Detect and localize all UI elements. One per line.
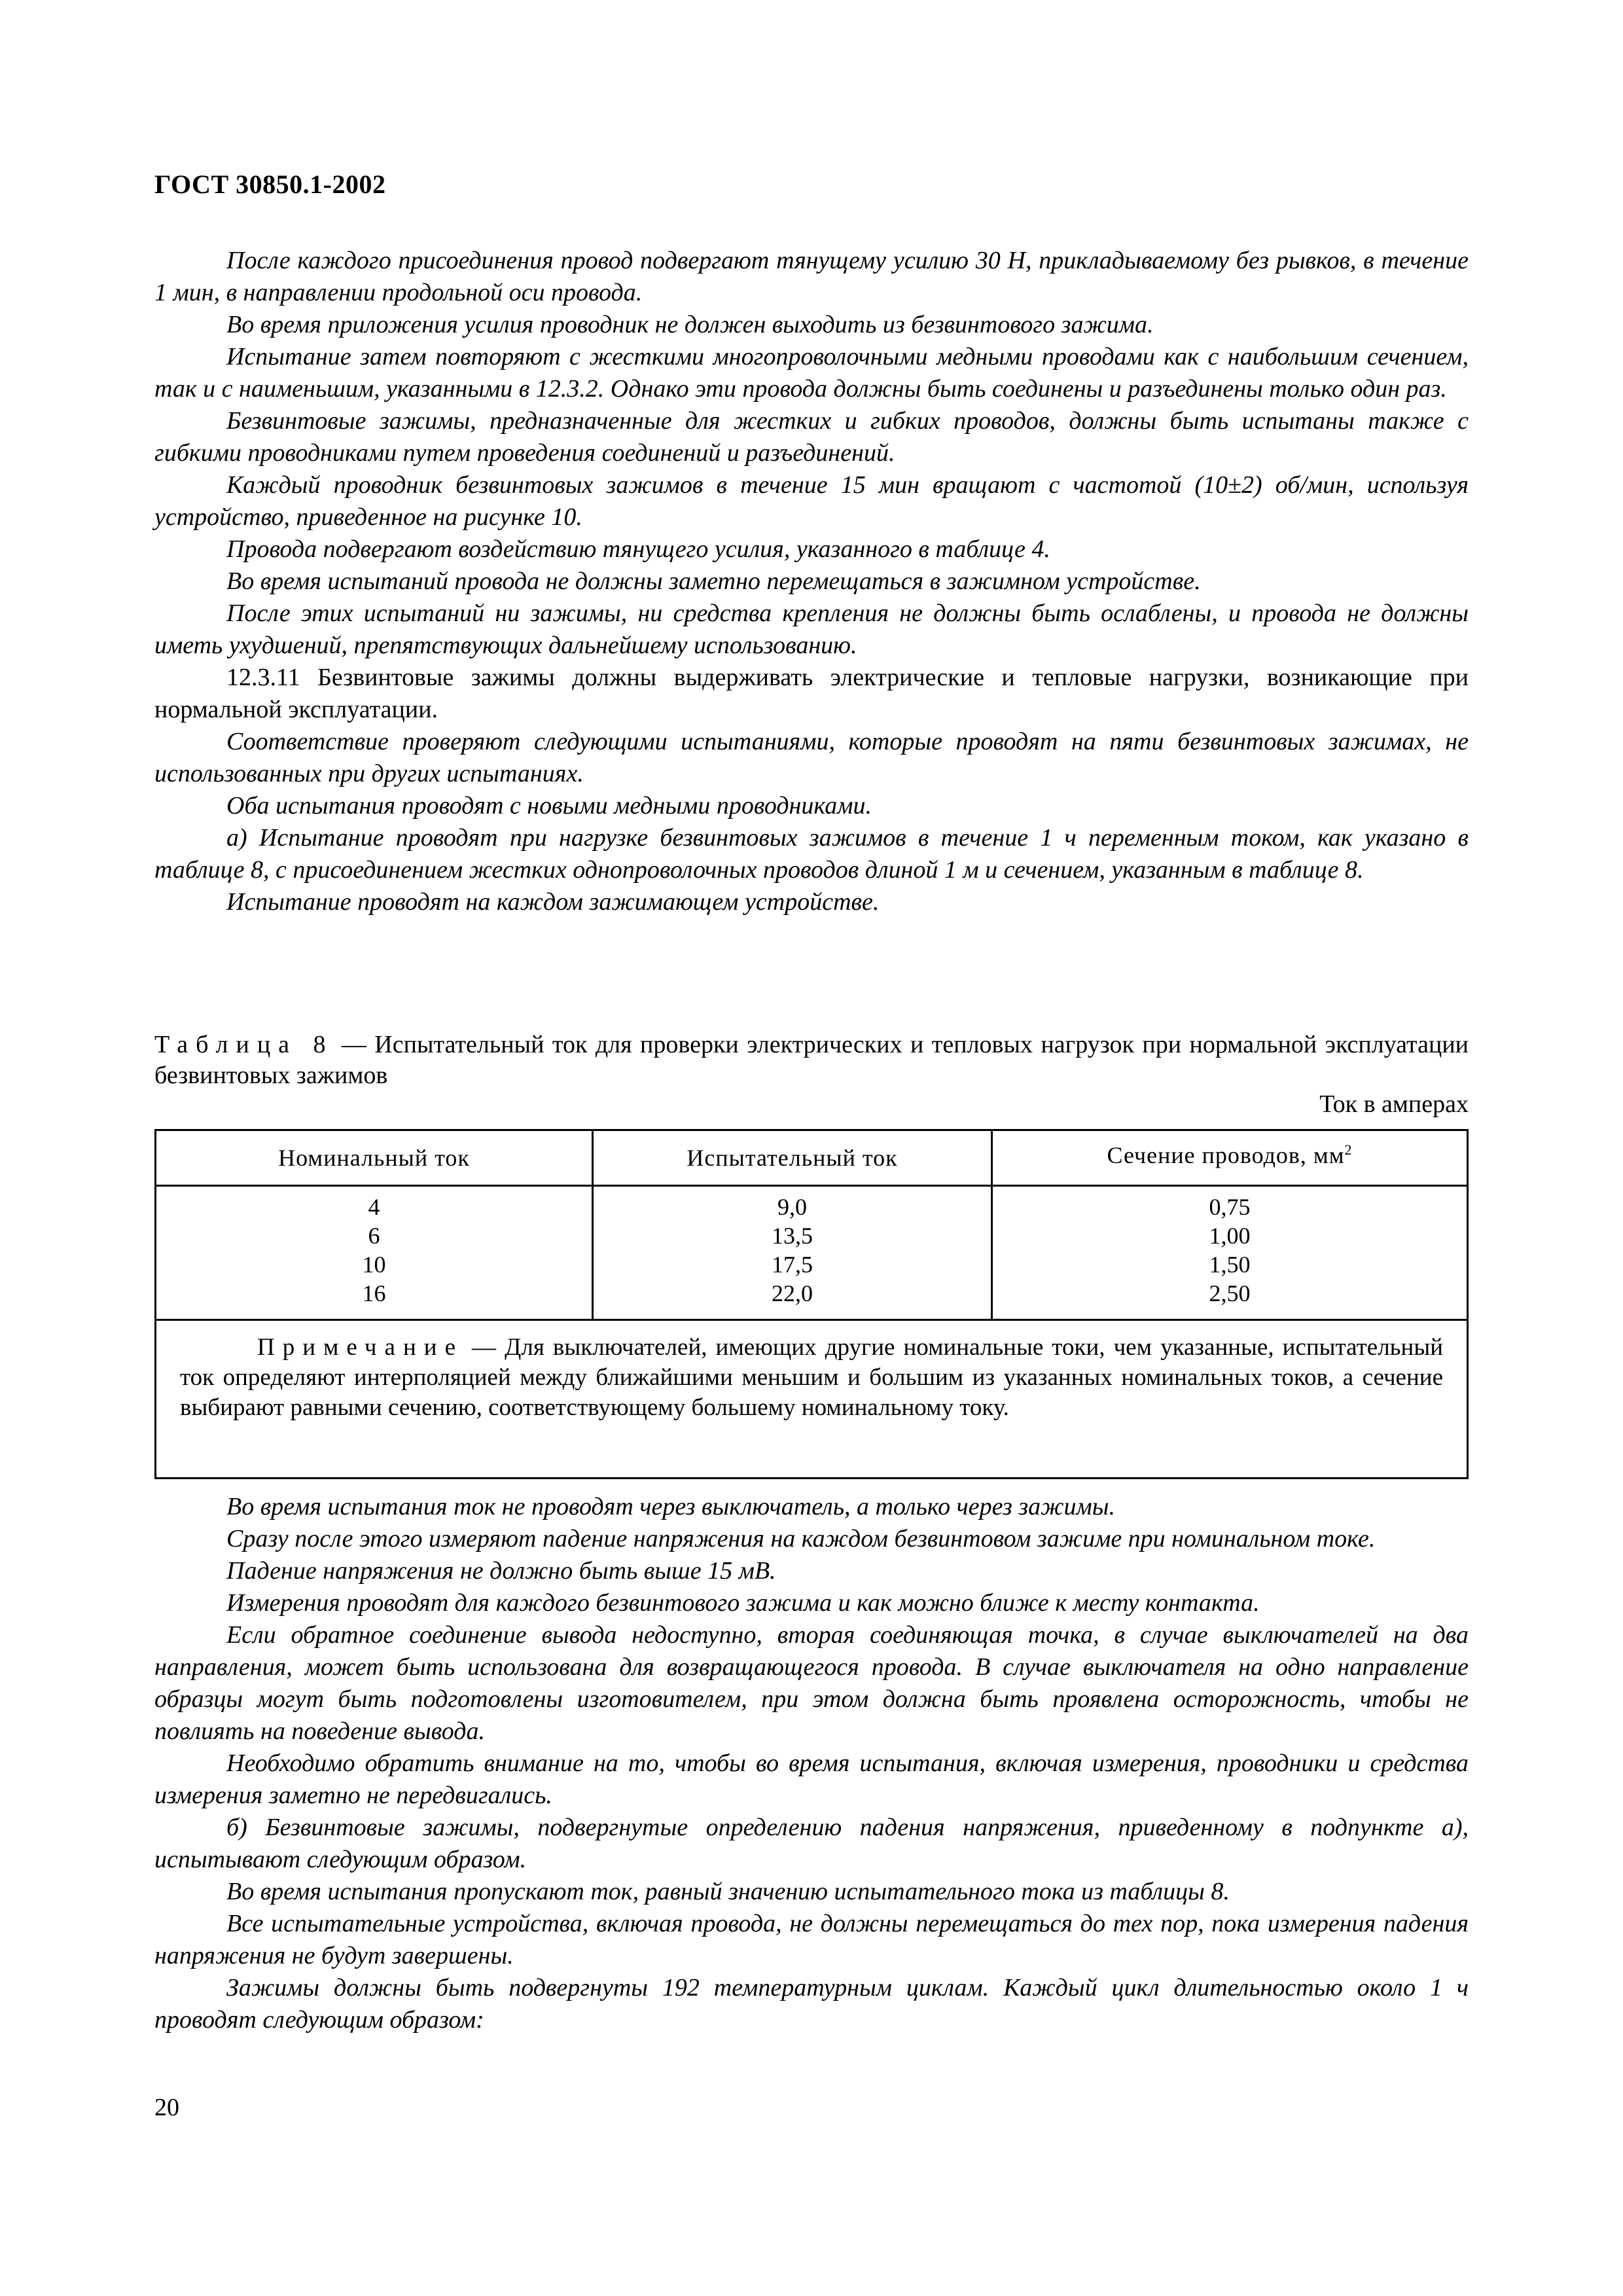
paragraph: Измерения проводят для каждого безвинтового зажима и как можно ближе к месту контакта. (226, 1589, 1260, 1617)
paragraph: Если обратное соединение вывода недоступно, вторая соединяющая точка, в случае выключателей на два направления, может быть использована для возвращающегося провода. В случае выключателя на одно направление образцы могут быть подготовлены изготовителем, при этом должна быть проявлена осторожность, чтобы не повлиять на поведение вывода. (154, 1621, 1469, 1745)
table-header-cell: Испытательный ток (592, 1131, 991, 1185)
paragraph: Соответствие проверяют следующими испытаниями, которые проводят на пяти безвинтовых зажимах, не использованных при других испытаниях. (154, 728, 1469, 787)
paragraph: Во время приложения усилия проводник не должен выходить из безвинтового зажима. (226, 311, 1154, 338)
paragraph: Необходимо обратить внимание на то, чтобы во время испытания, включая измерения, проводники и средства измерения заметно не передвигались. (154, 1749, 1469, 1809)
paragraph: Безвинтовые зажимы, предназначенные для жестких и гибких проводов, должны быть испытаны также с гибкими проводниками путем проведения соединений и разъединений. (154, 407, 1469, 467)
table-cell: 9,0 (777, 1194, 807, 1220)
table-cell: 17,5 (772, 1251, 813, 1278)
table-note (156, 1319, 1467, 1477)
paragraph: Во время испытания пропускают ток, равный значению испытательного тока из таблицы 8. (226, 1878, 1230, 1905)
table-cell: 16 (362, 1280, 386, 1306)
paragraph: После этих испытаний ни зажимы, ни средства крепления не должны быть ослаблены, и провода не должны иметь ухудшений, препятствующих дальнейшему использованию. (154, 600, 1469, 659)
table-note-label: Примечание (257, 1334, 463, 1361)
table-caption-text: — Испытательный ток для проверки электрических и тепловых нагрузок при нормальной эксплуатации безвинтовых зажимов (154, 1031, 1469, 1089)
table-note-text: — Для выключателей, имеющих другие номинальные токи, чем указанные, испытательный ток определяют интерполяцией между ближайшими меньшим и большим из указанных номинальных токов, а сечение выбирают равными сечению, соответствующему большему номинальному току. (180, 1334, 1443, 1421)
table-column-test (592, 1185, 991, 1319)
table-body (156, 1185, 1467, 1319)
table-cell: 22,0 (772, 1280, 813, 1306)
paragraph: Зажимы должны быть подвергнуты 192 температурным циклам. Каждый цикл длительностью около 1 ч проводят следующим образом: (154, 1974, 1469, 2034)
paragraph: Каждый проводник безвинтовых зажимов в течение 15 мин вращают с частотой (10±2) об/мин, используя устройство, приведенное на рисунке 10. (154, 471, 1469, 531)
table-caption (154, 1030, 1469, 1091)
table-cell: 10 (362, 1251, 386, 1278)
table-column-section (991, 1185, 1467, 1319)
paragraph: Падение напряжения не должно быть выше 15 мВ. (226, 1557, 776, 1585)
table-cell: 1,50 (1209, 1251, 1251, 1278)
table-header-text: Сечение проводов, мм (1107, 1142, 1345, 1168)
paragraph: Испытание проводят на каждом зажимающем устройстве. (226, 888, 880, 916)
table-header-row (156, 1131, 1467, 1187)
table-header-cell: Номинальный ток (278, 1145, 470, 1171)
document-header: ГОСТ 30850.1-2002 (154, 170, 386, 199)
clause-12-3-11: 12.3.11 Безвинтовые зажимы должны выдерживать электрические и тепловые нагрузки, возникающие при нормальной эксплуатации. (154, 664, 1469, 723)
paragraph: а) Испытание проводят при нагрузке безвинтовых зажимов в течение 1 ч переменным током, как указано в таблице 8, с присоединением жестких однопроволочных проводов длиной 1 м и сечением, указанным в таблице 8. (154, 824, 1469, 884)
table-cell: 1,00 (1209, 1223, 1251, 1249)
paragraph: Во время испытаний провода не должны заметно перемещаться в зажимном устройстве. (226, 567, 1201, 595)
text-block-after (154, 1491, 1469, 2036)
table-cell: 6 (368, 1223, 380, 1249)
page-number: 20 (154, 2094, 179, 2121)
table-cell: 13,5 (772, 1223, 813, 1249)
table-8 (154, 1129, 1469, 1479)
table-header-sup: 2 (1344, 1141, 1353, 1158)
table-header-cell (991, 1131, 1467, 1185)
paragraph: Во время испытания ток не проводят через выключатель, а только через зажимы. (226, 1493, 1116, 1520)
paragraph: Все испытательные устройства, включая провода, не должны перемещаться до тех пор, пока измерения падения напряжения не будут завершены. (154, 1910, 1469, 1969)
table-cell: 2,50 (1209, 1280, 1251, 1306)
table-caption-label: Таблица 8 (154, 1031, 334, 1058)
paragraph: После каждого присоединения провод подвергают тянущему усилию 30 Н, прикладываемому без рывков, в течение 1 мин, в направлении продольной оси провода. (154, 247, 1469, 306)
paragraph: Испытание затем повторяют с жесткими многопроволочными медными проводами как с наибольшим сечением, так и с наименьшим, указанными в 12.3.2. Однако эти провода должны быть соединены и разъединены только один раз. (154, 343, 1469, 403)
paragraph: б) Безвинтовые зажимы, подвергнутые определению падения напряжения, приведенному в подпункте а), испытывают следующим образом. (154, 1814, 1469, 1873)
paragraph: Оба испытания проводят с новыми медными проводниками. (226, 792, 872, 819)
table-column-nominal (156, 1185, 592, 1319)
paragraph: Сразу после этого измеряют падение напряжения на каждом безвинтовом зажиме при номинальном токе. (226, 1525, 1376, 1552)
paragraph: Провода подвергают воздействию тянущего усилия, указанного в таблице 4. (226, 535, 1050, 563)
table-units: Ток в амперах (1319, 1090, 1469, 1118)
table-cell: 4 (368, 1194, 380, 1220)
table-cell: 0,75 (1209, 1194, 1251, 1220)
text-block-top (154, 245, 1469, 918)
